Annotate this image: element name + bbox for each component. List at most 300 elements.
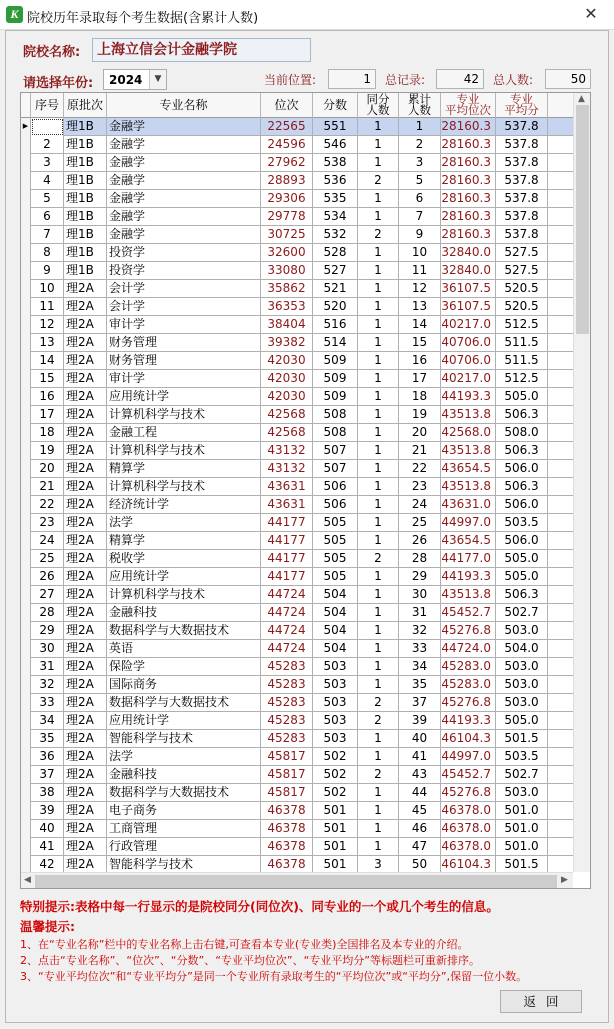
row-rank-cell[interactable]: 29778	[261, 208, 313, 226]
row-cumulative-cell[interactable]: 19	[399, 406, 441, 424]
row-batch-cell[interactable]: 理2A	[64, 640, 107, 658]
row-major-cell[interactable]: 电子商务	[107, 802, 261, 820]
row-avg-rank-cell[interactable]: 45452.7	[441, 604, 496, 622]
table-row[interactable]	[21, 136, 573, 154]
row-major-cell[interactable]: 金融工程	[107, 424, 261, 442]
row-major-cell[interactable]: 计算机科学与技术	[107, 586, 261, 604]
row-batch-cell[interactable]: 理1B	[64, 244, 107, 262]
table-row[interactable]	[21, 640, 573, 658]
row-score-cell[interactable]: 505	[313, 568, 358, 586]
row-cumulative-cell[interactable]: 22	[399, 460, 441, 478]
row-avg-rank-cell[interactable]: 28160.3	[441, 172, 496, 190]
row-batch-cell[interactable]: 理1B	[64, 226, 107, 244]
row-avg-score-cell[interactable]: 520.5	[496, 280, 548, 298]
row-cumulative-cell[interactable]: 32	[399, 622, 441, 640]
row-batch-cell[interactable]: 理2A	[64, 730, 107, 748]
table-row[interactable]	[21, 478, 573, 496]
row-score-cell[interactable]: 505	[313, 532, 358, 550]
row-same-count-cell[interactable]: 1	[358, 136, 399, 154]
row-major-cell[interactable]: 金融学	[107, 208, 261, 226]
row-rank-cell[interactable]: 42568	[261, 424, 313, 442]
row-same-count-cell[interactable]: 1	[358, 370, 399, 388]
row-seq-cell[interactable]	[31, 118, 64, 136]
row-score-cell[interactable]: 502	[313, 766, 358, 784]
row-rank-cell[interactable]: 44177	[261, 568, 313, 586]
row-cumulative-cell[interactable]: 2	[399, 136, 441, 154]
row-score-cell[interactable]: 536	[313, 172, 358, 190]
horizontal-scroll-thumb[interactable]	[35, 875, 557, 888]
school-name-field[interactable]: 上海立信会计金融学院	[92, 38, 311, 62]
row-same-count-cell[interactable]: 3	[358, 856, 399, 874]
table-row[interactable]	[21, 460, 573, 478]
row-seq-cell[interactable]: 7	[31, 226, 64, 244]
row-batch-cell[interactable]: 理2A	[64, 586, 107, 604]
table-row[interactable]	[21, 748, 573, 766]
row-same-count-cell[interactable]: 1	[358, 406, 399, 424]
row-avg-rank-cell[interactable]: 44193.3	[441, 712, 496, 730]
row-seq-cell[interactable]: 38	[31, 784, 64, 802]
row-avg-score-cell[interactable]: 503.0	[496, 694, 548, 712]
row-avg-score-cell[interactable]: 501.5	[496, 730, 548, 748]
row-same-count-cell[interactable]: 1	[358, 478, 399, 496]
row-avg-rank-cell[interactable]: 43631.0	[441, 496, 496, 514]
row-avg-score-cell[interactable]: 502.7	[496, 604, 548, 622]
row-avg-score-cell[interactable]: 504.0	[496, 640, 548, 658]
row-rank-cell[interactable]: 45817	[261, 784, 313, 802]
table-row[interactable]	[21, 154, 573, 172]
row-avg-score-cell[interactable]: 537.8	[496, 226, 548, 244]
row-same-count-cell[interactable]: 1	[358, 586, 399, 604]
row-rank-cell[interactable]: 45283	[261, 676, 313, 694]
table-row[interactable]	[21, 712, 573, 730]
row-cumulative-cell[interactable]: 18	[399, 388, 441, 406]
row-same-count-cell[interactable]: 2	[358, 766, 399, 784]
row-seq-cell[interactable]: 15	[31, 370, 64, 388]
row-same-count-cell[interactable]: 2	[358, 172, 399, 190]
row-same-count-cell[interactable]: 1	[358, 424, 399, 442]
row-avg-score-cell[interactable]: 501.0	[496, 802, 548, 820]
row-score-cell[interactable]: 503	[313, 694, 358, 712]
row-same-count-cell[interactable]: 1	[358, 388, 399, 406]
row-avg-rank-cell[interactable]: 45276.8	[441, 694, 496, 712]
header-avg-score[interactable]	[496, 93, 548, 118]
row-batch-cell[interactable]: 理2A	[64, 550, 107, 568]
row-avg-rank-cell[interactable]: 36107.5	[441, 298, 496, 316]
row-same-count-cell[interactable]: 1	[358, 280, 399, 298]
row-major-cell[interactable]: 税收学	[107, 550, 261, 568]
row-batch-cell[interactable]: 理2A	[64, 604, 107, 622]
row-avg-score-cell[interactable]: 512.5	[496, 370, 548, 388]
row-avg-rank-cell[interactable]: 44193.3	[441, 568, 496, 586]
row-seq-cell[interactable]: 11	[31, 298, 64, 316]
table-row[interactable]	[21, 244, 573, 262]
row-same-count-cell[interactable]: 2	[358, 712, 399, 730]
row-rank-cell[interactable]: 44724	[261, 622, 313, 640]
row-avg-score-cell[interactable]: 527.5	[496, 244, 548, 262]
row-score-cell[interactable]: 504	[313, 604, 358, 622]
back-button[interactable]: 返回	[500, 990, 582, 1013]
row-avg-score-cell[interactable]: 508.0	[496, 424, 548, 442]
row-score-cell[interactable]: 532	[313, 226, 358, 244]
row-avg-score-cell[interactable]: 506.3	[496, 406, 548, 424]
row-major-cell[interactable]: 会计学	[107, 280, 261, 298]
row-score-cell[interactable]: 506	[313, 496, 358, 514]
row-seq-cell[interactable]: 3	[31, 154, 64, 172]
row-batch-cell[interactable]: 理1B	[64, 262, 107, 280]
row-batch-cell[interactable]: 理2A	[64, 676, 107, 694]
row-batch-cell[interactable]: 理2A	[64, 820, 107, 838]
row-avg-score-cell[interactable]: 537.8	[496, 118, 548, 136]
row-major-cell[interactable]: 精算学	[107, 460, 261, 478]
row-batch-cell[interactable]: 理2A	[64, 748, 107, 766]
row-avg-rank-cell[interactable]: 46378.0	[441, 802, 496, 820]
row-batch-cell[interactable]: 理2A	[64, 496, 107, 514]
row-score-cell[interactable]: 501	[313, 838, 358, 856]
row-avg-score-cell[interactable]: 520.5	[496, 298, 548, 316]
row-same-count-cell[interactable]: 2	[358, 550, 399, 568]
row-batch-cell[interactable]: 理2A	[64, 694, 107, 712]
row-batch-cell[interactable]: 理2A	[64, 478, 107, 496]
row-seq-cell[interactable]: 9	[31, 262, 64, 280]
table-row[interactable]	[21, 172, 573, 190]
row-avg-rank-cell[interactable]: 45283.0	[441, 676, 496, 694]
row-cumulative-cell[interactable]: 33	[399, 640, 441, 658]
vertical-scroll-thumb[interactable]	[576, 105, 589, 334]
row-cumulative-cell[interactable]: 45	[399, 802, 441, 820]
table-row[interactable]	[21, 370, 573, 388]
row-rank-cell[interactable]: 42030	[261, 370, 313, 388]
row-same-count-cell[interactable]: 1	[358, 640, 399, 658]
row-avg-rank-cell[interactable]: 45276.8	[441, 622, 496, 640]
row-major-cell[interactable]: 经济统计学	[107, 496, 261, 514]
row-avg-score-cell[interactable]: 505.0	[496, 550, 548, 568]
row-major-cell[interactable]: 计算机科学与技术	[107, 442, 261, 460]
row-cumulative-cell[interactable]: 34	[399, 658, 441, 676]
row-batch-cell[interactable]: 理2A	[64, 388, 107, 406]
row-major-cell[interactable]: 计算机科学与技术	[107, 478, 261, 496]
row-cumulative-cell[interactable]: 13	[399, 298, 441, 316]
row-score-cell[interactable]: 503	[313, 676, 358, 694]
row-major-cell[interactable]: 智能科学与技术	[107, 856, 261, 874]
row-seq-cell[interactable]: 6	[31, 208, 64, 226]
row-cumulative-cell[interactable]: 47	[399, 838, 441, 856]
header-batch[interactable]: 原批次	[64, 93, 107, 118]
row-cumulative-cell[interactable]: 5	[399, 172, 441, 190]
row-avg-score-cell[interactable]: 537.8	[496, 208, 548, 226]
row-avg-score-cell[interactable]: 506.3	[496, 442, 548, 460]
row-seq-cell[interactable]: 13	[31, 334, 64, 352]
row-score-cell[interactable]: 504	[313, 586, 358, 604]
scroll-up-icon[interactable]: ▲	[578, 94, 585, 104]
row-major-cell[interactable]: 英语	[107, 640, 261, 658]
row-rank-cell[interactable]: 27962	[261, 154, 313, 172]
row-avg-rank-cell[interactable]: 44724.0	[441, 640, 496, 658]
row-avg-rank-cell[interactable]: 46104.3	[441, 856, 496, 874]
row-avg-rank-cell[interactable]: 43513.8	[441, 406, 496, 424]
row-major-cell[interactable]: 金融学	[107, 190, 261, 208]
row-rank-cell[interactable]: 42030	[261, 352, 313, 370]
row-same-count-cell[interactable]: 1	[358, 154, 399, 172]
row-avg-score-cell[interactable]: 512.5	[496, 316, 548, 334]
row-avg-score-cell[interactable]: 503.0	[496, 676, 548, 694]
row-cumulative-cell[interactable]: 35	[399, 676, 441, 694]
row-avg-rank-cell[interactable]: 45276.8	[441, 784, 496, 802]
row-cumulative-cell[interactable]: 37	[399, 694, 441, 712]
row-seq-cell[interactable]: 23	[31, 514, 64, 532]
row-cumulative-cell[interactable]: 29	[399, 568, 441, 586]
row-score-cell[interactable]: 507	[313, 442, 358, 460]
close-button[interactable]: ✕	[584, 4, 598, 23]
row-avg-score-cell[interactable]: 505.0	[496, 388, 548, 406]
row-same-count-cell[interactable]: 1	[358, 262, 399, 280]
row-score-cell[interactable]: 508	[313, 424, 358, 442]
row-major-cell[interactable]: 审计学	[107, 316, 261, 334]
row-rank-cell[interactable]: 32600	[261, 244, 313, 262]
row-avg-rank-cell[interactable]: 44997.0	[441, 514, 496, 532]
table-row[interactable]	[21, 388, 573, 406]
row-avg-rank-cell[interactable]: 43513.8	[441, 442, 496, 460]
row-avg-rank-cell[interactable]: 40706.0	[441, 334, 496, 352]
row-same-count-cell[interactable]: 1	[358, 658, 399, 676]
row-cumulative-cell[interactable]: 40	[399, 730, 441, 748]
row-avg-rank-cell[interactable]: 45283.0	[441, 658, 496, 676]
row-batch-cell[interactable]: 理2A	[64, 280, 107, 298]
row-same-count-cell[interactable]: 1	[358, 496, 399, 514]
row-major-cell[interactable]: 工商管理	[107, 820, 261, 838]
table-row[interactable]	[21, 190, 573, 208]
table-row[interactable]	[21, 568, 573, 586]
row-rank-cell[interactable]: 44177	[261, 532, 313, 550]
row-rank-cell[interactable]: 24596	[261, 136, 313, 154]
row-cumulative-cell[interactable]: 24	[399, 496, 441, 514]
row-batch-cell[interactable]: 理2A	[64, 658, 107, 676]
header-seq[interactable]: 序号	[31, 93, 64, 118]
header-cumulative[interactable]	[399, 93, 441, 118]
row-score-cell[interactable]: 505	[313, 514, 358, 532]
row-cumulative-cell[interactable]: 14	[399, 316, 441, 334]
row-rank-cell[interactable]: 44724	[261, 640, 313, 658]
row-rank-cell[interactable]: 42568	[261, 406, 313, 424]
table-row[interactable]	[21, 676, 573, 694]
row-score-cell[interactable]: 501	[313, 820, 358, 838]
row-avg-score-cell[interactable]: 505.0	[496, 568, 548, 586]
row-rank-cell[interactable]: 44724	[261, 586, 313, 604]
row-major-cell[interactable]: 金融学	[107, 136, 261, 154]
row-avg-score-cell[interactable]: 501.0	[496, 820, 548, 838]
row-rank-cell[interactable]: 45283	[261, 658, 313, 676]
row-cumulative-cell[interactable]: 23	[399, 478, 441, 496]
row-avg-rank-cell[interactable]: 43654.5	[441, 532, 496, 550]
row-score-cell[interactable]: 501	[313, 856, 358, 874]
row-same-count-cell[interactable]: 1	[358, 820, 399, 838]
row-cumulative-cell[interactable]: 11	[399, 262, 441, 280]
row-avg-rank-cell[interactable]: 44997.0	[441, 748, 496, 766]
row-same-count-cell[interactable]: 2	[358, 694, 399, 712]
row-seq-cell[interactable]: 19	[31, 442, 64, 460]
row-major-cell[interactable]: 投资学	[107, 244, 261, 262]
row-same-count-cell[interactable]: 1	[358, 316, 399, 334]
row-rank-cell[interactable]: 30725	[261, 226, 313, 244]
table-row[interactable]	[21, 442, 573, 460]
row-avg-rank-cell[interactable]: 42568.0	[441, 424, 496, 442]
row-avg-rank-cell[interactable]: 28160.3	[441, 226, 496, 244]
row-score-cell[interactable]: 538	[313, 154, 358, 172]
row-batch-cell[interactable]: 理1B	[64, 136, 107, 154]
row-cumulative-cell[interactable]: 26	[399, 532, 441, 550]
row-same-count-cell[interactable]: 1	[358, 298, 399, 316]
row-score-cell[interactable]: 509	[313, 370, 358, 388]
row-major-cell[interactable]: 金融科技	[107, 766, 261, 784]
year-select[interactable]	[103, 69, 167, 90]
row-score-cell[interactable]: 546	[313, 136, 358, 154]
row-score-cell[interactable]: 516	[313, 316, 358, 334]
row-avg-rank-cell[interactable]: 46378.0	[441, 838, 496, 856]
row-rank-cell[interactable]: 39382	[261, 334, 313, 352]
row-batch-cell[interactable]: 理1B	[64, 172, 107, 190]
row-major-cell[interactable]: 应用统计学	[107, 388, 261, 406]
row-same-count-cell[interactable]: 1	[358, 334, 399, 352]
row-batch-cell[interactable]: 理1B	[64, 154, 107, 172]
row-rank-cell[interactable]: 43631	[261, 478, 313, 496]
row-major-cell[interactable]: 应用统计学	[107, 568, 261, 586]
row-cumulative-cell[interactable]: 17	[399, 370, 441, 388]
row-seq-cell[interactable]: 39	[31, 802, 64, 820]
row-batch-cell[interactable]: 理2A	[64, 334, 107, 352]
row-score-cell[interactable]: 534	[313, 208, 358, 226]
row-same-count-cell[interactable]: 1	[358, 748, 399, 766]
row-batch-cell[interactable]: 理2A	[64, 424, 107, 442]
row-seq-cell[interactable]: 10	[31, 280, 64, 298]
table-row[interactable]	[21, 550, 573, 568]
row-avg-score-cell[interactable]: 511.5	[496, 352, 548, 370]
row-same-count-cell[interactable]: 1	[358, 838, 399, 856]
table-row[interactable]	[21, 820, 573, 838]
row-score-cell[interactable]: 551	[313, 118, 358, 136]
table-row[interactable]	[21, 316, 573, 334]
row-rank-cell[interactable]: 36353	[261, 298, 313, 316]
table-row[interactable]	[21, 496, 573, 514]
row-major-cell[interactable]: 数据科学与大数据技术	[107, 622, 261, 640]
row-cumulative-cell[interactable]: 44	[399, 784, 441, 802]
header-major[interactable]: 专业名称	[107, 93, 261, 118]
row-seq-cell[interactable]: 30	[31, 640, 64, 658]
row-same-count-cell[interactable]: 1	[358, 352, 399, 370]
row-cumulative-cell[interactable]: 31	[399, 604, 441, 622]
row-cumulative-cell[interactable]: 30	[399, 586, 441, 604]
row-avg-rank-cell[interactable]: 44193.3	[441, 388, 496, 406]
row-score-cell[interactable]: 507	[313, 460, 358, 478]
row-avg-score-cell[interactable]: 527.5	[496, 262, 548, 280]
row-score-cell[interactable]: 528	[313, 244, 358, 262]
row-seq-cell[interactable]: 21	[31, 478, 64, 496]
row-seq-cell[interactable]: 12	[31, 316, 64, 334]
row-major-cell[interactable]: 计算机科学与技术	[107, 406, 261, 424]
row-cumulative-cell[interactable]: 3	[399, 154, 441, 172]
table-row[interactable]	[21, 262, 573, 280]
row-avg-score-cell[interactable]: 503.5	[496, 514, 548, 532]
row-rank-cell[interactable]: 44177	[261, 514, 313, 532]
row-rank-cell[interactable]: 45817	[261, 748, 313, 766]
row-same-count-cell[interactable]: 1	[358, 514, 399, 532]
row-batch-cell[interactable]: 理2A	[64, 352, 107, 370]
row-avg-rank-cell[interactable]: 28160.3	[441, 154, 496, 172]
row-avg-score-cell[interactable]: 506.0	[496, 532, 548, 550]
row-batch-cell[interactable]: 理2A	[64, 370, 107, 388]
row-rank-cell[interactable]: 28893	[261, 172, 313, 190]
row-rank-cell[interactable]: 44724	[261, 604, 313, 622]
row-score-cell[interactable]: 506	[313, 478, 358, 496]
row-seq-cell[interactable]: 28	[31, 604, 64, 622]
row-cumulative-cell[interactable]: 16	[399, 352, 441, 370]
row-score-cell[interactable]: 504	[313, 622, 358, 640]
row-seq-cell[interactable]: 20	[31, 460, 64, 478]
header-score[interactable]: 分数	[313, 93, 358, 118]
row-score-cell[interactable]: 505	[313, 550, 358, 568]
row-cumulative-cell[interactable]: 21	[399, 442, 441, 460]
table-row[interactable]	[21, 406, 573, 424]
row-avg-score-cell[interactable]: 503.0	[496, 658, 548, 676]
row-cumulative-cell[interactable]: 41	[399, 748, 441, 766]
row-batch-cell[interactable]: 理2A	[64, 568, 107, 586]
row-seq-cell[interactable]: 2	[31, 136, 64, 154]
row-cumulative-cell[interactable]: 7	[399, 208, 441, 226]
row-avg-score-cell[interactable]: 506.3	[496, 478, 548, 496]
row-rank-cell[interactable]: 46378	[261, 838, 313, 856]
row-avg-score-cell[interactable]: 537.8	[496, 136, 548, 154]
row-avg-rank-cell[interactable]: 46378.0	[441, 820, 496, 838]
row-rank-cell[interactable]: 22565	[261, 118, 313, 136]
row-same-count-cell[interactable]: 1	[358, 622, 399, 640]
row-same-count-cell[interactable]: 1	[358, 676, 399, 694]
row-rank-cell[interactable]: 42030	[261, 388, 313, 406]
row-avg-rank-cell[interactable]: 43654.5	[441, 460, 496, 478]
row-batch-cell[interactable]: 理2A	[64, 856, 107, 874]
row-major-cell[interactable]: 投资学	[107, 262, 261, 280]
row-seq-cell[interactable]: 40	[31, 820, 64, 838]
row-rank-cell[interactable]: 35862	[261, 280, 313, 298]
header-rank[interactable]: 位次	[261, 93, 313, 118]
row-rank-cell[interactable]: 45283	[261, 730, 313, 748]
row-avg-score-cell[interactable]: 502.7	[496, 766, 548, 784]
row-avg-score-cell[interactable]: 503.5	[496, 748, 548, 766]
row-same-count-cell[interactable]: 1	[358, 244, 399, 262]
row-seq-cell[interactable]: 14	[31, 352, 64, 370]
row-seq-cell[interactable]: 27	[31, 586, 64, 604]
table-row[interactable]	[21, 766, 573, 784]
row-rank-cell[interactable]: 46378	[261, 856, 313, 874]
row-batch-cell[interactable]: 理2A	[64, 766, 107, 784]
row-avg-rank-cell[interactable]: 28160.3	[441, 208, 496, 226]
row-seq-cell[interactable]: 4	[31, 172, 64, 190]
row-major-cell[interactable]: 财务管理	[107, 352, 261, 370]
table-row[interactable]	[21, 280, 573, 298]
row-cumulative-cell[interactable]: 46	[399, 820, 441, 838]
table-row[interactable]	[21, 226, 573, 244]
row-batch-cell[interactable]: 理2A	[64, 316, 107, 334]
row-same-count-cell[interactable]: 1	[358, 568, 399, 586]
row-avg-score-cell[interactable]: 506.3	[496, 586, 548, 604]
row-seq-cell[interactable]: 33	[31, 694, 64, 712]
scroll-right-icon[interactable]: ▶	[561, 875, 568, 885]
row-score-cell[interactable]: 504	[313, 640, 358, 658]
row-avg-score-cell[interactable]: 537.8	[496, 190, 548, 208]
row-score-cell[interactable]: 501	[313, 802, 358, 820]
row-avg-score-cell[interactable]: 511.5	[496, 334, 548, 352]
row-seq-cell[interactable]: 37	[31, 766, 64, 784]
row-major-cell[interactable]: 法学	[107, 748, 261, 766]
row-major-cell[interactable]: 金融学	[107, 118, 261, 136]
table-row[interactable]	[21, 334, 573, 352]
